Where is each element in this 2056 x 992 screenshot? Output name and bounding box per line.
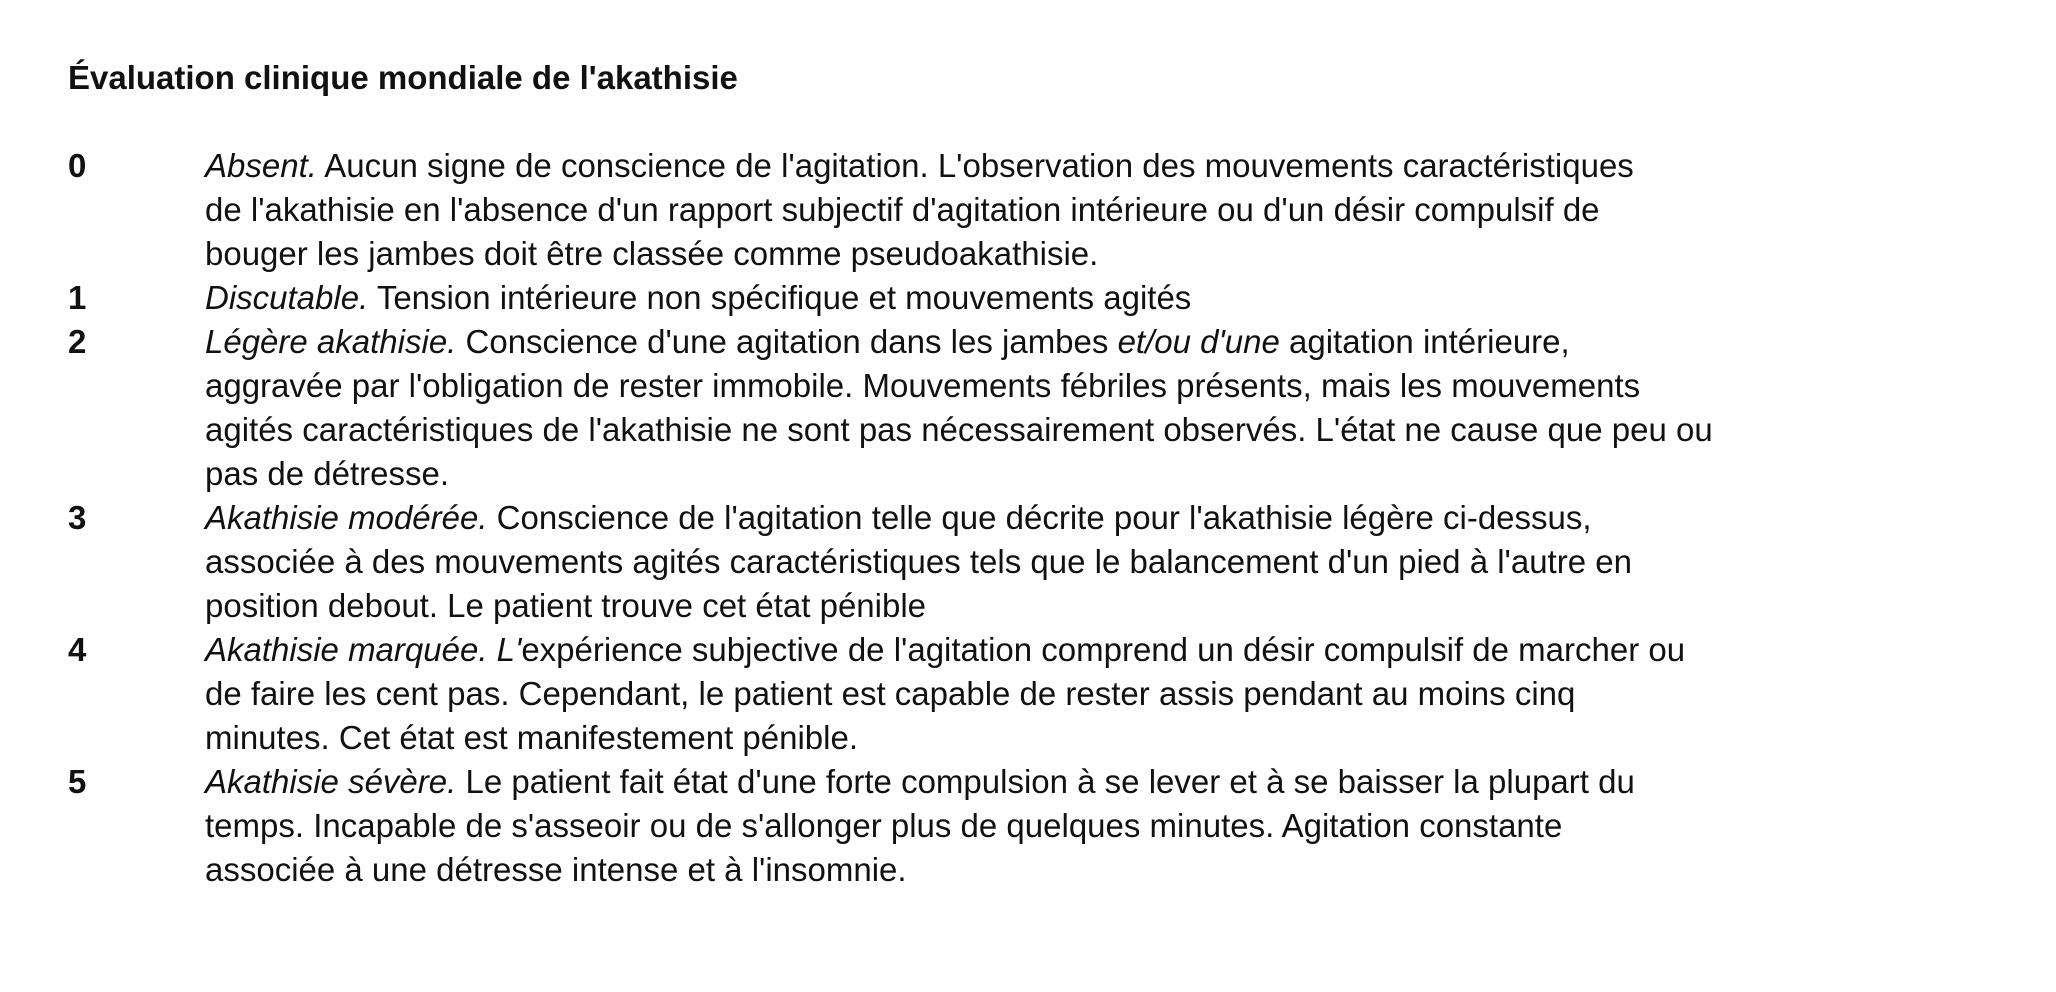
description-text: minutes. Cet état est manifestement pénible. [205,719,859,756]
description-line [205,364,2008,408]
score-description [205,760,2008,892]
rating-scale-list [68,144,2008,892]
description-line [205,232,2008,276]
description-line [205,716,2008,760]
scale-item-0 [68,144,2008,276]
description-line [205,320,2008,364]
description-text: Tension intérieure non spécifique et mouvements agités [368,279,1192,316]
description-text: temps. Incapable de s'asseoir ou de s'allonger plus de quelques minutes. Agitation constante [205,807,1563,844]
description-line [205,584,2008,628]
description-text: agités caractéristiques de l'akathisie ne sont pas nécessairement observés. L'état ne cause que peu ou [205,411,1713,448]
score-number: 4 [68,631,87,668]
description-line [205,628,2008,672]
description-text: aggravée par l'obligation de rester immobile. Mouvements fébriles présents, mais les mouvements [205,367,1641,404]
description-text: associée à une détresse intense et à l'insomnie. [205,851,907,888]
scale-item-1 [68,276,2008,320]
scale-item-2 [68,320,2008,496]
score-description [205,496,2008,628]
score-number: 5 [68,763,87,800]
page-title: Évaluation clinique mondiale de l'akathisie [68,59,738,96]
description-line [205,188,2008,232]
description-line [205,452,2008,496]
description-text: pas de détresse. [205,455,449,492]
score-number: 3 [68,499,87,536]
severity-label: et/ou d'une [1117,323,1280,360]
score-description [205,144,2008,276]
scale-item-4 [68,628,2008,760]
description-line [205,408,2008,452]
description-text: agitation intérieure, [1279,323,1570,360]
severity-label: Discutable. [205,279,369,316]
score-description [205,320,2008,496]
description-line [205,848,2008,892]
description-line [205,276,2008,320]
description-text: Conscience d'une agitation dans les jambes [456,323,1118,360]
severity-label: Légère akathisie. [205,323,457,360]
description-line [205,540,2008,584]
description-text: Le patient fait état d'une forte compulsion à se lever et à se baisser la plupart du [456,763,1635,800]
description-line [205,496,2008,540]
score-number: 0 [68,147,87,184]
description-text: bouger les jambes doit être classée comme pseudoakathisie. [205,235,1099,272]
description-line [205,672,2008,716]
description-text: Conscience de l'agitation telle que décrite pour l'akathisie légère ci-dessus, [487,499,1592,536]
score-description [205,628,2008,760]
severity-label: Akathisie sévère. [205,763,457,800]
description-text: position debout. Le patient trouve cet état pénible [205,587,927,624]
scale-item-3 [68,496,2008,628]
scale-item-5 [68,760,2008,892]
score-number: 1 [68,279,87,316]
description-line [205,804,2008,848]
severity-label: Akathisie marquée. L' [205,631,522,668]
score-number: 2 [68,323,87,360]
score-description [205,276,2008,320]
description-line [205,144,2008,188]
description-text: associée à des mouvements agités caractéristiques tels que le balancement d'un pied à l'autre en [205,543,1632,580]
severity-label: Akathisie modérée. [205,499,488,536]
description-line [205,760,2008,804]
severity-label: Absent. [205,147,317,184]
description-text: expérience subjective de l'agitation comprend un désir compulsif de marcher ou [521,631,1686,668]
description-text: de faire les cent pas. Cependant, le patient est capable de rester assis pendant au moins cinq [205,675,1576,712]
description-text: Aucun signe de conscience de l'agitation. L'observation des mouvements caractéristiques [316,147,1634,184]
description-text: de l'akathisie en l'absence d'un rapport subjectif d'agitation intérieure ou d'un désir compulsif de [205,191,1600,228]
